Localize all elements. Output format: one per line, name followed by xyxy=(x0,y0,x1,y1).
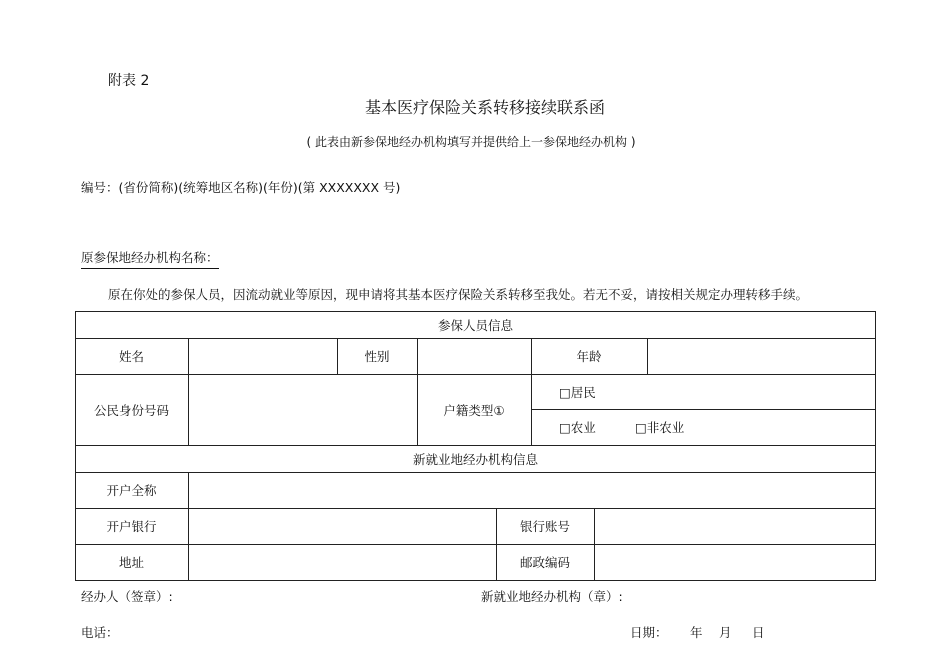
new-agency-seal-label: 新就业地经办机构（章）: xyxy=(481,589,623,604)
name-field[interactable] xyxy=(188,338,337,374)
resident-checkbox[interactable]: □居民 xyxy=(559,384,596,400)
appendix-label: 附表 2 xyxy=(108,73,150,89)
account-name-field[interactable] xyxy=(188,472,875,508)
date-label: 日期： xyxy=(630,625,668,640)
gender-label: 性别 xyxy=(364,349,390,364)
handler-signature-label: 经办人（签章）: xyxy=(81,589,173,604)
agency-section-header: 新就业地经办机构信息 xyxy=(412,451,538,467)
address-label: 地址 xyxy=(118,555,144,570)
insured-section-header: 参保人员信息 xyxy=(437,317,513,333)
document-title: 基本医疗保险关系转移接续联系函 xyxy=(364,98,605,117)
original-agency-label: 原参保地经办机构名称： xyxy=(81,248,219,269)
age-field[interactable] xyxy=(647,338,875,374)
gender-field[interactable] xyxy=(417,338,531,374)
serial-number: 编号：(省份简称)(统筹地区名称)(年份)(第 XXXXXXX 号) xyxy=(81,180,401,195)
non-agricultural-checkbox[interactable]: □非农业 xyxy=(635,420,685,435)
postcode-field[interactable] xyxy=(594,544,875,580)
id-number-label: 公民身份号码 xyxy=(93,402,169,418)
request-paragraph: 原在你处的参保人员，因流动就业等原因，现申请将其基本医疗保险关系转移至我处。若无不妥，请按相关规定办理转移手续。 xyxy=(108,287,809,302)
document-subtitle: ( 此表由新参保地经办机构填写并提供给上一参保地经办机构 ) xyxy=(306,135,636,149)
name-label: 姓名 xyxy=(118,349,144,364)
bank-field[interactable] xyxy=(188,508,496,544)
id-number-field[interactable] xyxy=(188,374,417,445)
account-name-label: 开户全称 xyxy=(106,483,157,498)
agricultural-checkbox[interactable]: □农业 xyxy=(559,420,596,435)
age-label: 年龄 xyxy=(576,349,602,364)
address-field[interactable] xyxy=(188,544,496,580)
date-month-label: 月 xyxy=(719,625,732,640)
transfer-form-table xyxy=(75,311,876,581)
date-day-label: 日 xyxy=(752,625,765,640)
account-number-field[interactable] xyxy=(594,508,875,544)
phone-label: 电话： xyxy=(81,625,119,640)
bank-label: 开户银行 xyxy=(106,519,157,534)
account-number-label: 银行账号 xyxy=(519,519,570,534)
postcode-label: 邮政编码 xyxy=(519,555,570,570)
date-year-label: 年 xyxy=(690,625,703,640)
hukou-type-label: 户籍类型① xyxy=(443,402,505,418)
